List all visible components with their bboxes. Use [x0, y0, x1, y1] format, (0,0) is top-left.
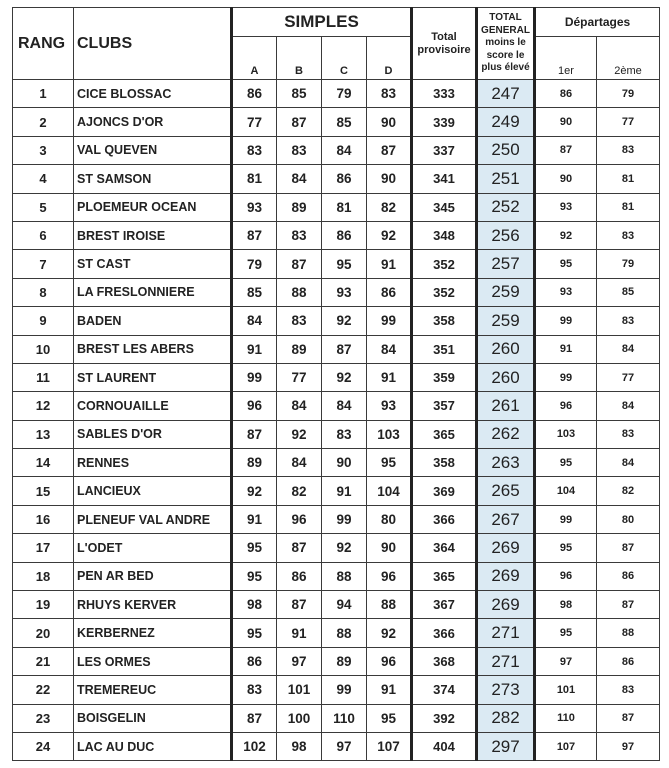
- header-simple-b: B: [277, 37, 322, 80]
- rang-cell: 17: [13, 534, 74, 562]
- simple-a-score: 95: [232, 562, 277, 590]
- simple-a-score: 102: [232, 732, 277, 760]
- simple-d-score: 93: [367, 392, 412, 420]
- total-general-cell: 273: [477, 676, 535, 704]
- header-simple-d: D: [367, 37, 412, 80]
- club-name-cell: AJONCS D'OR: [74, 108, 232, 136]
- simple-c-score: 88: [322, 619, 367, 647]
- simple-c-score: 93: [322, 278, 367, 306]
- table-row: [13, 449, 660, 477]
- total-general-cell: 259: [477, 307, 535, 335]
- header-departage-2eme: 2ème: [597, 37, 660, 80]
- simple-d-score: 86: [367, 278, 412, 306]
- simple-a-score: 86: [232, 647, 277, 675]
- table-row: [13, 534, 660, 562]
- departage-2eme-cell: 87: [597, 534, 660, 562]
- table-row: [13, 165, 660, 193]
- simple-b-score: 87: [277, 534, 322, 562]
- simple-a-score: 89: [232, 449, 277, 477]
- total-provisoire-cell: 337: [412, 136, 477, 164]
- total-general-cell: 297: [477, 732, 535, 760]
- departage-1er-cell: 93: [535, 193, 597, 221]
- simple-c-score: 84: [322, 392, 367, 420]
- rang-cell: 6: [13, 221, 74, 249]
- departage-2eme-cell: 83: [597, 136, 660, 164]
- departage-1er-cell: 104: [535, 477, 597, 505]
- table-row: [13, 278, 660, 306]
- club-name-cell: BOISGELIN: [74, 704, 232, 732]
- rang-cell: 4: [13, 165, 74, 193]
- total-provisoire-cell: 359: [412, 363, 477, 391]
- header-departages: Départages: [535, 8, 660, 37]
- header-rang: RANG: [13, 8, 74, 80]
- table-row: [13, 591, 660, 619]
- departage-2eme-cell: 77: [597, 108, 660, 136]
- simple-a-score: 84: [232, 307, 277, 335]
- departage-2eme-cell: 83: [597, 676, 660, 704]
- rang-cell: 11: [13, 363, 74, 391]
- table-row: [13, 619, 660, 647]
- total-provisoire-cell: 366: [412, 505, 477, 533]
- departage-2eme-cell: 83: [597, 221, 660, 249]
- club-name-cell: LA FRESLONNIERE: [74, 278, 232, 306]
- simple-a-score: 91: [232, 335, 277, 363]
- table-body: [13, 80, 660, 761]
- table-row: [13, 108, 660, 136]
- total-provisoire-cell: 352: [412, 278, 477, 306]
- departage-2eme-cell: 84: [597, 449, 660, 477]
- rang-cell: 23: [13, 704, 74, 732]
- departage-2eme-cell: 77: [597, 363, 660, 391]
- departage-1er-cell: 96: [535, 562, 597, 590]
- simple-c-score: 95: [322, 250, 367, 278]
- simple-d-score: 90: [367, 534, 412, 562]
- simple-c-score: 86: [322, 165, 367, 193]
- club-name-cell: CICE BLOSSAC: [74, 80, 232, 108]
- rang-cell: 15: [13, 477, 74, 505]
- club-name-cell: ST CAST: [74, 250, 232, 278]
- rang-cell: 21: [13, 647, 74, 675]
- rang-cell: 2: [13, 108, 74, 136]
- simple-c-score: 92: [322, 534, 367, 562]
- total-general-cell: 282: [477, 704, 535, 732]
- departage-2eme-cell: 80: [597, 505, 660, 533]
- simple-d-score: 103: [367, 420, 412, 448]
- departage-2eme-cell: 81: [597, 193, 660, 221]
- club-name-cell: CORNOUAILLE: [74, 392, 232, 420]
- simple-a-score: 91: [232, 505, 277, 533]
- total-general-cell: 249: [477, 108, 535, 136]
- departage-1er-cell: 95: [535, 449, 597, 477]
- simple-b-score: 84: [277, 449, 322, 477]
- total-general-cell: 271: [477, 647, 535, 675]
- table-row: [13, 477, 660, 505]
- simple-d-score: 88: [367, 591, 412, 619]
- rang-cell: 13: [13, 420, 74, 448]
- total-general-cell: 271: [477, 619, 535, 647]
- simple-d-score: 87: [367, 136, 412, 164]
- simple-b-score: 96: [277, 505, 322, 533]
- table-row: [13, 307, 660, 335]
- departage-2eme-cell: 84: [597, 335, 660, 363]
- simple-a-score: 86: [232, 80, 277, 108]
- total-provisoire-cell: 351: [412, 335, 477, 363]
- simple-a-score: 87: [232, 420, 277, 448]
- simple-d-score: 84: [367, 335, 412, 363]
- simple-c-score: 94: [322, 591, 367, 619]
- simple-b-score: 86: [277, 562, 322, 590]
- simple-b-score: 83: [277, 136, 322, 164]
- departage-1er-cell: 96: [535, 392, 597, 420]
- simple-d-score: 107: [367, 732, 412, 760]
- simple-d-score: 99: [367, 307, 412, 335]
- simple-c-score: 89: [322, 647, 367, 675]
- departage-2eme-cell: 79: [597, 250, 660, 278]
- departage-1er-cell: 110: [535, 704, 597, 732]
- club-name-cell: SABLES D'OR: [74, 420, 232, 448]
- departage-1er-cell: 92: [535, 221, 597, 249]
- simple-d-score: 92: [367, 619, 412, 647]
- total-provisoire-cell: 369: [412, 477, 477, 505]
- total-provisoire-cell: 357: [412, 392, 477, 420]
- simple-a-score: 83: [232, 676, 277, 704]
- simple-d-score: 91: [367, 676, 412, 704]
- rang-cell: 20: [13, 619, 74, 647]
- simple-a-score: 99: [232, 363, 277, 391]
- departage-1er-cell: 107: [535, 732, 597, 760]
- departage-2eme-cell: 86: [597, 562, 660, 590]
- simple-c-score: 91: [322, 477, 367, 505]
- total-provisoire-cell: 348: [412, 221, 477, 249]
- club-name-cell: PLENEUF VAL ANDRE: [74, 505, 232, 533]
- simple-a-score: 87: [232, 704, 277, 732]
- simple-c-score: 86: [322, 221, 367, 249]
- simple-a-score: 79: [232, 250, 277, 278]
- simple-a-score: 95: [232, 534, 277, 562]
- simple-c-score: 99: [322, 505, 367, 533]
- table-row: [13, 335, 660, 363]
- simple-c-score: 85: [322, 108, 367, 136]
- club-name-cell: ST SAMSON: [74, 165, 232, 193]
- total-provisoire-cell: 366: [412, 619, 477, 647]
- total-general-cell: 251: [477, 165, 535, 193]
- total-provisoire-cell: 339: [412, 108, 477, 136]
- simple-d-score: 83: [367, 80, 412, 108]
- simple-d-score: 96: [367, 647, 412, 675]
- departage-1er-cell: 95: [535, 619, 597, 647]
- simple-d-score: 96: [367, 562, 412, 590]
- total-general-cell: 260: [477, 335, 535, 363]
- header-total-general: TOTAL GENERAL moins le score le plus élevé: [477, 8, 535, 80]
- simple-d-score: 90: [367, 165, 412, 193]
- simple-c-score: 81: [322, 193, 367, 221]
- simple-d-score: 90: [367, 108, 412, 136]
- club-name-cell: PEN AR BED: [74, 562, 232, 590]
- simple-a-score: 98: [232, 591, 277, 619]
- total-provisoire-cell: 404: [412, 732, 477, 760]
- departage-1er-cell: 101: [535, 676, 597, 704]
- departage-1er-cell: 98: [535, 591, 597, 619]
- simple-d-score: 80: [367, 505, 412, 533]
- total-provisoire-cell: 333: [412, 80, 477, 108]
- departage-2eme-cell: 86: [597, 647, 660, 675]
- simple-d-score: 104: [367, 477, 412, 505]
- departage-2eme-cell: 87: [597, 704, 660, 732]
- simple-b-score: 89: [277, 193, 322, 221]
- total-provisoire-cell: 364: [412, 534, 477, 562]
- simple-b-score: 89: [277, 335, 322, 363]
- total-general-cell: 263: [477, 449, 535, 477]
- simple-a-score: 77: [232, 108, 277, 136]
- simple-b-score: 85: [277, 80, 322, 108]
- table-row: [13, 363, 660, 391]
- departage-2eme-cell: 81: [597, 165, 660, 193]
- simple-c-score: 84: [322, 136, 367, 164]
- table-row: [13, 676, 660, 704]
- table-row: [13, 647, 660, 675]
- departage-2eme-cell: 97: [597, 732, 660, 760]
- simple-a-score: 93: [232, 193, 277, 221]
- rang-cell: 18: [13, 562, 74, 590]
- departage-2eme-cell: 87: [597, 591, 660, 619]
- simple-d-score: 91: [367, 250, 412, 278]
- total-general-cell: 267: [477, 505, 535, 533]
- club-name-cell: BADEN: [74, 307, 232, 335]
- simple-c-score: 99: [322, 676, 367, 704]
- simple-d-score: 82: [367, 193, 412, 221]
- header-total-provisoire: Total provisoire: [412, 8, 477, 80]
- total-general-cell: 247: [477, 80, 535, 108]
- simple-b-score: 92: [277, 420, 322, 448]
- table-row: [13, 80, 660, 108]
- simple-b-score: 98: [277, 732, 322, 760]
- simple-b-score: 87: [277, 108, 322, 136]
- table-row: [13, 704, 660, 732]
- departage-1er-cell: 90: [535, 108, 597, 136]
- club-name-cell: TREMEREUC: [74, 676, 232, 704]
- rang-cell: 16: [13, 505, 74, 533]
- departage-1er-cell: 90: [535, 165, 597, 193]
- club-name-cell: KERBERNEZ: [74, 619, 232, 647]
- simple-c-score: 92: [322, 307, 367, 335]
- simple-d-score: 91: [367, 363, 412, 391]
- simple-b-score: 83: [277, 307, 322, 335]
- table-row: [13, 392, 660, 420]
- table-row: [13, 250, 660, 278]
- club-name-cell: VAL QUEVEN: [74, 136, 232, 164]
- ranking-table: [12, 7, 660, 761]
- rang-cell: 14: [13, 449, 74, 477]
- rang-cell: 12: [13, 392, 74, 420]
- table-row: [13, 193, 660, 221]
- departage-1er-cell: 103: [535, 420, 597, 448]
- simple-c-score: 97: [322, 732, 367, 760]
- simple-c-score: 92: [322, 363, 367, 391]
- departage-1er-cell: 99: [535, 505, 597, 533]
- simple-a-score: 92: [232, 477, 277, 505]
- total-general-cell: 259: [477, 278, 535, 306]
- simple-d-score: 95: [367, 449, 412, 477]
- departage-2eme-cell: 83: [597, 420, 660, 448]
- rang-cell: 7: [13, 250, 74, 278]
- rang-cell: 22: [13, 676, 74, 704]
- departage-1er-cell: 95: [535, 250, 597, 278]
- simple-c-score: 90: [322, 449, 367, 477]
- departage-1er-cell: 99: [535, 363, 597, 391]
- simple-b-score: 88: [277, 278, 322, 306]
- total-general-cell: 269: [477, 534, 535, 562]
- total-provisoire-cell: 374: [412, 676, 477, 704]
- departage-1er-cell: 86: [535, 80, 597, 108]
- simple-a-score: 81: [232, 165, 277, 193]
- header-simple-c: C: [322, 37, 367, 80]
- departage-1er-cell: 95: [535, 534, 597, 562]
- total-provisoire-cell: 358: [412, 307, 477, 335]
- departage-2eme-cell: 88: [597, 619, 660, 647]
- header-clubs: CLUBS: [74, 8, 232, 80]
- simple-c-score: 83: [322, 420, 367, 448]
- rang-cell: 10: [13, 335, 74, 363]
- simple-a-score: 83: [232, 136, 277, 164]
- table-row: [13, 221, 660, 249]
- club-name-cell: RHUYS KERVER: [74, 591, 232, 619]
- departage-2eme-cell: 79: [597, 80, 660, 108]
- club-name-cell: BREST IROISE: [74, 221, 232, 249]
- simple-a-score: 96: [232, 392, 277, 420]
- total-general-cell: 269: [477, 562, 535, 590]
- table-row: [13, 505, 660, 533]
- departage-1er-cell: 93: [535, 278, 597, 306]
- simple-b-score: 101: [277, 676, 322, 704]
- total-general-cell: 250: [477, 136, 535, 164]
- total-provisoire-cell: 341: [412, 165, 477, 193]
- table-row: [13, 420, 660, 448]
- club-name-cell: L'ODET: [74, 534, 232, 562]
- table-row: [13, 732, 660, 760]
- club-name-cell: RENNES: [74, 449, 232, 477]
- simple-b-score: 100: [277, 704, 322, 732]
- simple-c-score: 88: [322, 562, 367, 590]
- total-general-cell: 262: [477, 420, 535, 448]
- simple-c-score: 87: [322, 335, 367, 363]
- total-general-cell: 269: [477, 591, 535, 619]
- rang-cell: 1: [13, 80, 74, 108]
- rang-cell: 5: [13, 193, 74, 221]
- departage-2eme-cell: 85: [597, 278, 660, 306]
- table-header: [13, 8, 660, 80]
- table-row: [13, 136, 660, 164]
- simple-a-score: 95: [232, 619, 277, 647]
- departage-1er-cell: 97: [535, 647, 597, 675]
- departage-2eme-cell: 82: [597, 477, 660, 505]
- header-departage-1er: 1er: [535, 37, 597, 80]
- total-general-cell: 265: [477, 477, 535, 505]
- club-name-cell: LES ORMES: [74, 647, 232, 675]
- total-provisoire-cell: 365: [412, 420, 477, 448]
- rang-cell: 9: [13, 307, 74, 335]
- simple-b-score: 83: [277, 221, 322, 249]
- simple-b-score: 87: [277, 250, 322, 278]
- club-name-cell: ST LAURENT: [74, 363, 232, 391]
- simple-c-score: 110: [322, 704, 367, 732]
- total-general-cell: 256: [477, 221, 535, 249]
- departage-1er-cell: 91: [535, 335, 597, 363]
- simple-a-score: 87: [232, 221, 277, 249]
- rang-cell: 24: [13, 732, 74, 760]
- simple-b-score: 84: [277, 392, 322, 420]
- simple-c-score: 79: [322, 80, 367, 108]
- simple-b-score: 84: [277, 165, 322, 193]
- simple-b-score: 91: [277, 619, 322, 647]
- total-provisoire-cell: 367: [412, 591, 477, 619]
- club-name-cell: LANCIEUX: [74, 477, 232, 505]
- club-name-cell: LAC AU DUC: [74, 732, 232, 760]
- header-simple-a: A: [232, 37, 277, 80]
- rang-cell: 3: [13, 136, 74, 164]
- total-provisoire-cell: 358: [412, 449, 477, 477]
- rang-cell: 19: [13, 591, 74, 619]
- simple-d-score: 92: [367, 221, 412, 249]
- departage-2eme-cell: 83: [597, 307, 660, 335]
- departage-1er-cell: 87: [535, 136, 597, 164]
- departage-2eme-cell: 84: [597, 392, 660, 420]
- total-general-cell: 252: [477, 193, 535, 221]
- simple-a-score: 85: [232, 278, 277, 306]
- total-general-cell: 257: [477, 250, 535, 278]
- table-row: [13, 562, 660, 590]
- departage-1er-cell: 99: [535, 307, 597, 335]
- simple-b-score: 87: [277, 591, 322, 619]
- total-provisoire-cell: 345: [412, 193, 477, 221]
- club-name-cell: BREST LES ABERS: [74, 335, 232, 363]
- simple-b-score: 97: [277, 647, 322, 675]
- total-provisoire-cell: 352: [412, 250, 477, 278]
- simple-b-score: 77: [277, 363, 322, 391]
- simple-b-score: 82: [277, 477, 322, 505]
- total-general-cell: 260: [477, 363, 535, 391]
- total-provisoire-cell: 392: [412, 704, 477, 732]
- rang-cell: 8: [13, 278, 74, 306]
- header-simples: SIMPLES: [232, 8, 412, 37]
- total-provisoire-cell: 368: [412, 647, 477, 675]
- club-name-cell: PLOEMEUR OCEAN: [74, 193, 232, 221]
- total-general-cell: 261: [477, 392, 535, 420]
- simple-d-score: 95: [367, 704, 412, 732]
- total-provisoire-cell: 365: [412, 562, 477, 590]
